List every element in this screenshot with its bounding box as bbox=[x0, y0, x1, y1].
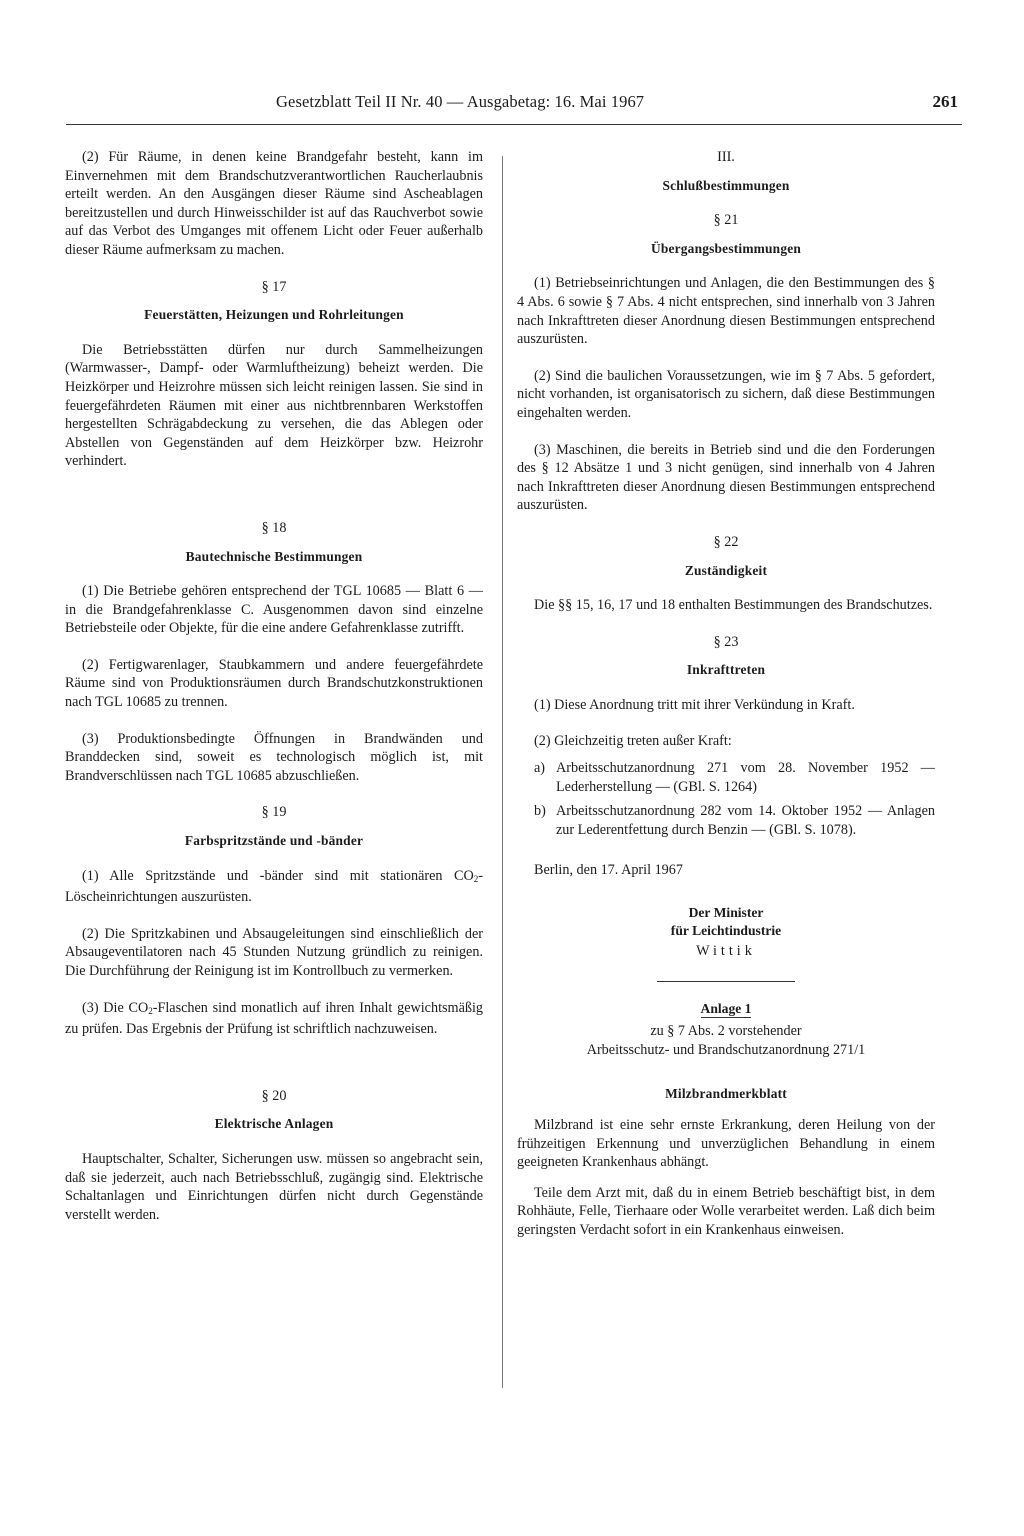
signature: Wittik bbox=[696, 943, 756, 960]
page-number: 261 bbox=[932, 92, 958, 111]
section-17-heading: Feuerstätten, Heizungen und Rohrleitungen bbox=[144, 307, 404, 323]
section-21-number: § 21 bbox=[713, 212, 739, 229]
section-18-para-2: (2) Fertigwarenlager, Staubkammern und andere feuergefährdete Räume sind von Produktionsräumen durch Brandschutzkonstruktionen nach TGL 10685 zu trennen. bbox=[65, 656, 483, 711]
merkblatt-para-1: Milzbrand ist eine sehr ernste Erkrankung, deren Heilung von der frühzeitigen Erkennung und unverzüglichen Behandlung in einem geeigneten Krankenhaus abhängt. bbox=[517, 1117, 935, 1171]
merkblatt-para-2: Teile dem Arzt mit, daß du in einem Betrieb beschäftigt bist, in dem Rohhäute, Felle, Tierhaare oder Wolle verarbeitet werden. Laß dich beim geringsten Verdacht sofort in ein Krankenhaus einweisen. bbox=[517, 1184, 935, 1238]
section-23-para-1: (1) Diese Anordnung tritt mit ihrer Verkündung in Kraft. bbox=[534, 696, 855, 713]
section-22-number: § 22 bbox=[713, 533, 739, 550]
list-item: a) Arbeitsschutzanordnung 271 vom 28. November 1952 — Lederherstellung — (GBl. S. 1264) bbox=[534, 760, 935, 795]
section-20-text: Hauptschalter, Schalter, Sicherungen usw. müssen so angebracht sein, daß sie jederzeit, auch nach Betriebsschluß, zugängig sind. Elektrische Schaltanlagen und Einrichtungen dürfen nicht durch Gegenstände verstellt werden. bbox=[65, 1150, 483, 1223]
section-21-heading: Übergangsbestimmungen bbox=[650, 240, 802, 256]
section-20-heading: Elektrische Anlagen bbox=[214, 1116, 334, 1132]
anlage-subtitle-2: Arbeitsschutz- und Brandschutzanordnung 271/1 bbox=[586, 1041, 866, 1058]
section-21-para-2: (2) Sind die baulichen Voraussetzungen, wie im § 7 Abs. 5 gefordert, nicht vorhanden, ist organisatorisch zu sichern, daß diese Bestimmungen eingehalten werden. bbox=[517, 367, 935, 421]
separator-rule bbox=[657, 981, 795, 982]
page-header bbox=[66, 90, 960, 120]
minister-title: Der Minister für Leichtindustrie bbox=[670, 905, 782, 939]
column-divider bbox=[502, 156, 503, 1388]
section-17-number: § 17 bbox=[261, 278, 287, 295]
section-19-para-2: (2) Die Spritzkabinen und Absaugeleitungen sind einschließlich der Absaugeventilatoren nach 45 Stunden Nutzung gründlich zu reinigen. Die Durchführung der Reinigung ist im Kontrollbuch zu vermerken. bbox=[65, 925, 483, 979]
section-18-para-3: (3) Produktionsbedingte Öffnungen in Brandwänden und Branddecken sind, soweit es technologisch möglich ist, mit Brandverschlüssen nach TGL 10685 abzuschließen. bbox=[65, 730, 483, 784]
section-23-heading: Inkrafttreten bbox=[686, 662, 766, 678]
section-19-para-3: (3) Die $CO_2$-Flaschen sind monatlich auf ihren Inhalt gewichtsmäßig zu prüfen. Das Ergebnis der Prüfung ist schriftlich nachzuweisen. bbox=[65, 999, 483, 1038]
section-18-number: § 18 bbox=[261, 519, 287, 536]
section-23-number: § 23 bbox=[713, 633, 739, 650]
section-17-text: Die Betriebsstätten dürfen nur durch Sammelheizungen (Warmwasser-, Dampf- oder Warmluftheizung) beheizt werden. Die Heizkörper und Heizrohre müssen sich leicht reinigen lassen. Sie sind in feuergefährdeten Räumen mit einer aus nichtbrennbaren Werkstoffen hergestellten Schrägabdeckung zu versehen, die das Ablegen oder Abstellen von Gegenständen auf dem Heizkörper bzw. Heizrohr verhindert. bbox=[65, 341, 483, 470]
header-rule bbox=[66, 124, 962, 125]
anlage-title: Anlage 1 bbox=[700, 1000, 752, 1016]
section-18-para-1: (1) Die Betriebe gehören entsprechend der TGL 10685 — Blatt 6 — in die Brandgefahrenklasse C. Ausgenommen davon sind einzelne Betriebsteile oder Objekte, für die eine andere Gefahrenklasse zutrifft. bbox=[65, 583, 483, 637]
merkblatt-heading: Milzbrandmerkblatt bbox=[665, 1086, 787, 1102]
section-19-number: § 19 bbox=[261, 804, 287, 821]
part-number: III. bbox=[717, 149, 735, 165]
section-19-para-1: (1) Alle Spritzstände und -bänder sind mit stationären $CO_2$-Löscheinrichtungen auszurüsten. bbox=[65, 867, 483, 906]
section-21-para-3: (3) Maschinen, die bereits in Betrieb sind und die den Forderungen des § 12 Absätze 1 und 3 nicht genügen, sind innerhalb von 4 Jahren nach Inkrafttreten dieser Anordnung diesen Bestimmungen entsprechend auszurüsten. bbox=[517, 441, 935, 514]
running-head: Gesetzblatt Teil II Nr. 40 — Ausgabetag: 16. Mai 1967 bbox=[276, 92, 645, 111]
left-column bbox=[65, 148, 483, 1224]
date-line: Berlin, den 17. April 1967 bbox=[534, 862, 683, 879]
anlage-subtitle-1: zu § 7 Abs. 2 vorstehender bbox=[650, 1023, 802, 1040]
section-19-heading: Farbspritzstände und -bänder bbox=[184, 833, 364, 849]
section-22-text: Die §§ 15, 16, 17 und 18 enthalten Bestimmungen des Brandschutzes. bbox=[534, 597, 933, 614]
section-20-number: § 20 bbox=[261, 1087, 287, 1104]
section-21-para-1: (1) Betriebseinrichtungen und Anlagen, die den Bestimmungen des § 4 Abs. 6 sowie § 7 Abs. 4 nicht entsprechen, sind innerhalb von 3 Jahren nach Inkrafttreten dieser Anordnung diesen Bestimmungen entsprechend auszurüsten. bbox=[517, 275, 935, 348]
section-23-para-2: (2) Gleichzeitig treten außer Kraft: bbox=[534, 733, 732, 750]
paragraph-16-2: (2) Für Räume, in denen keine Brandgefahr besteht, kann im Einvernehmen mit dem Brandschutzverantwortlichen Raucherlaubnis erteilt werden. An den Ausgängen dieser Räume sind Ascheablagen bereitzustellen und durch Hinweisschilder ist auf das Rauchverbot sowie auf das Verbot des Umganges mit offenem Licht oder Feuer außerhalb dieser Räume aufmerksam zu machen. bbox=[65, 149, 483, 258]
list-item: b) Arbeitsschutzanordnung 282 vom 14. Oktober 1952 — Anlagen zur Lederentfettung durch Benzin — (GBl. S. 1078). bbox=[534, 803, 935, 838]
right-column bbox=[517, 148, 935, 1240]
section-18-heading: Bautechnische Bestimmungen bbox=[185, 548, 363, 564]
section-22-heading: Zuständigkeit bbox=[684, 562, 768, 578]
part-heading: Schlußbestimmungen bbox=[662, 177, 790, 193]
